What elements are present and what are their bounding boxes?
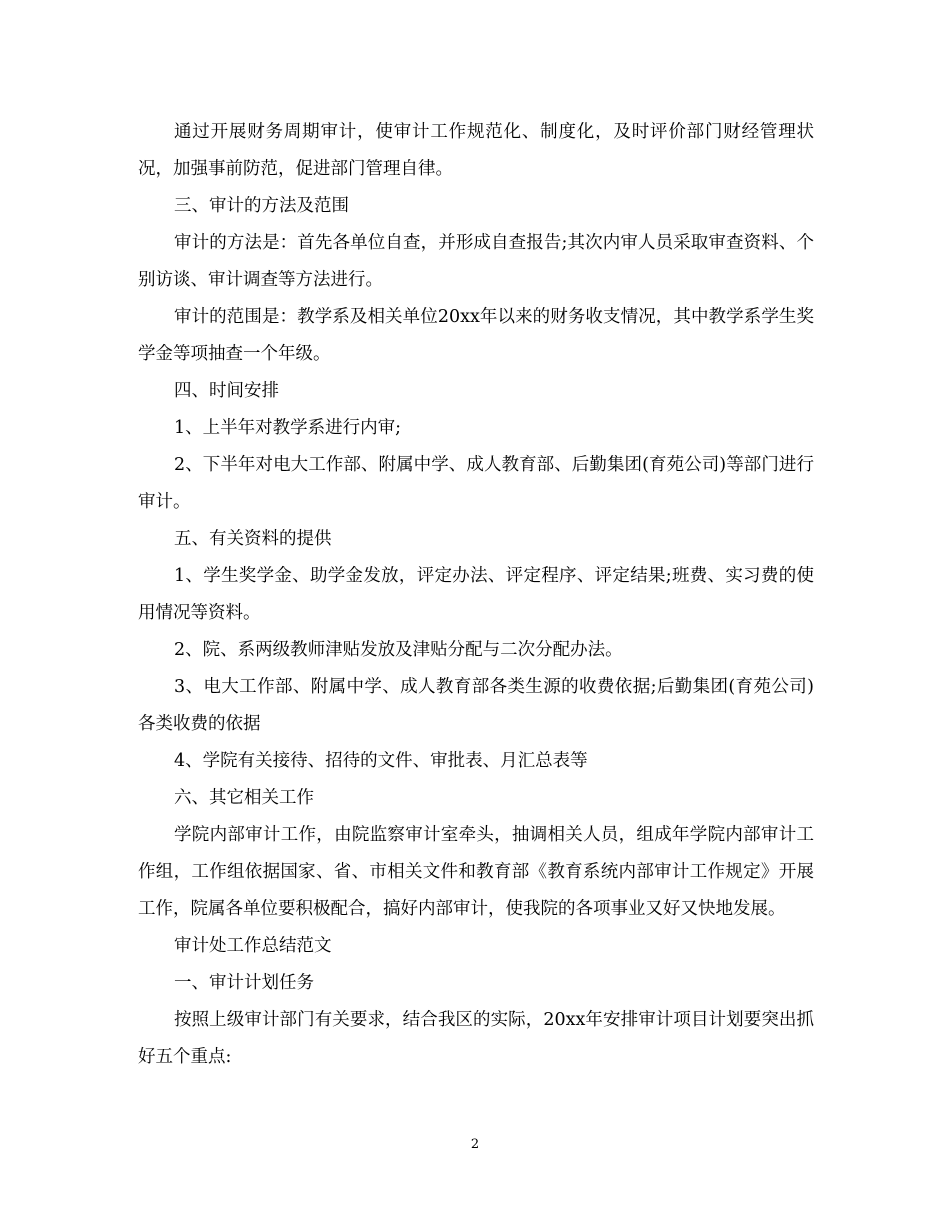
section-heading: 四、时间安排 (174, 381, 279, 401)
paragraph: 通过开展财务周期审计，使审计工作规范化、制度化，及时评价部门财经管理状况，加强事前防范，促进部门管理自律。 (138, 122, 814, 179)
paragraph: 审计的方法是：首先各单位自查，并形成自查报告;其次内审人员采取审查资料、个别访谈、审计调查等方法进行。 (138, 233, 814, 290)
list-item: 3、电大工作部、附属中学、成人教育部各类生源的收费依据;后勤集团(育苑公司)各类收费的依据 (138, 677, 814, 734)
paragraph: 学院内部审计工作，由院监察审计室牵头，抽调相关人员，组成年学院内部审计工作组，工作组依据国家、省、市相关文件和教育部《教育系统内部审计工作规定》开展工作，院属各单位要积极配合，搞好内部审计，使我院的各项事业又好又快地发展。 (138, 825, 814, 919)
list-item: 1、上半年对教学系进行内审; (174, 418, 402, 438)
list-item: 2、院、系两级教师津贴发放及津贴分配与二次分配办法。 (174, 640, 623, 660)
section-heading: 三、审计的方法及范围 (174, 196, 349, 216)
document-body (138, 114, 814, 1076)
list-item: 4、学院有关接待、招待的文件、审批表、月汇总表等 (174, 751, 588, 771)
paragraph: 审计的范围是：教学系及相关单位20xx年以来的财务收支情况，其中教学系学生奖学金等项抽查一个年级。 (138, 307, 814, 364)
document-title: 审计处工作总结范文 (174, 936, 332, 956)
section-heading: 一、审计计划任务 (174, 973, 314, 993)
section-heading: 五、有关资料的提供 (174, 529, 332, 549)
list-item: 1、学生奖学金、助学金发放，评定办法、评定程序、评定结果;班费、实习费的使用情况等资料。 (138, 566, 814, 623)
paragraph: 按照上级审计部门有关要求，结合我区的实际，20xx年安排审计项目计划要突出抓好五个重点: (138, 1010, 814, 1067)
list-item: 2、下半年对电大工作部、附属中学、成人教育部、后勤集团(育苑公司)等部门进行审计。 (138, 455, 814, 512)
section-heading: 六、其它相关工作 (174, 788, 314, 808)
page-number: 2 (470, 1137, 480, 1152)
